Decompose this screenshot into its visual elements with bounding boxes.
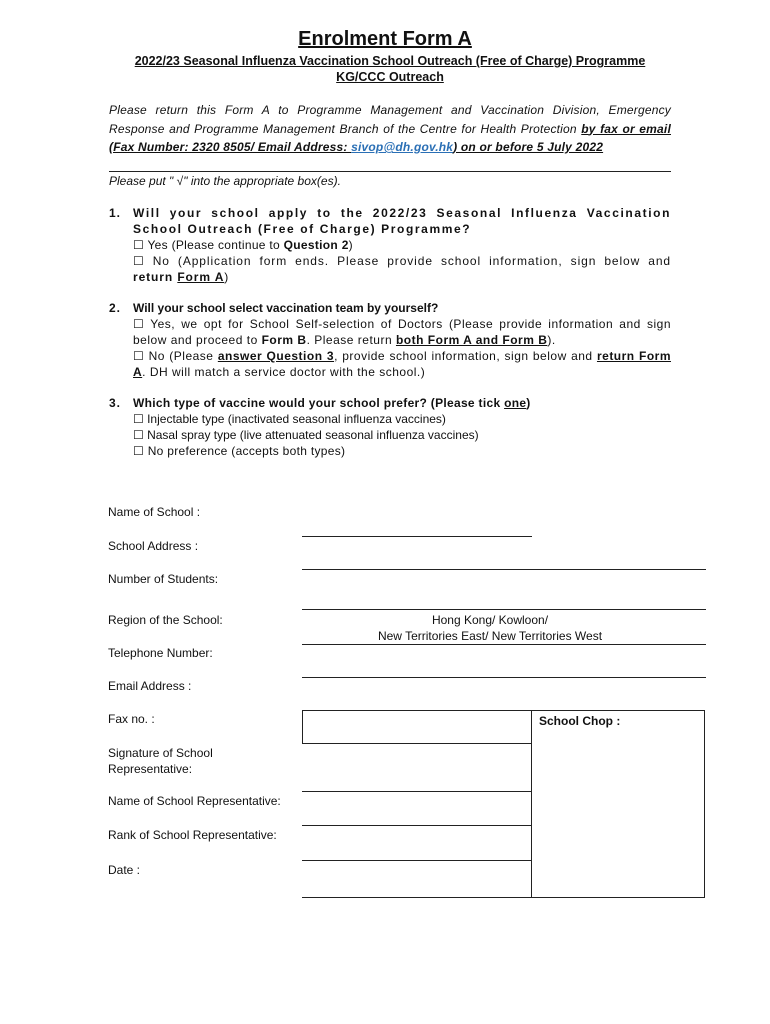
option-text: ☐ No (Application form ends. Please provide school information, sign below and (133, 254, 671, 268)
label-date: Date : (108, 863, 141, 877)
question-text: ) (526, 396, 531, 410)
region-option-hk-kowloon[interactable]: Hong Kong/ Kowloon/ (431, 613, 549, 627)
question-3-option-no-preference[interactable]: ☐ No preference (accepts both types) (133, 444, 346, 458)
option-emphasis: both Form A and Form B (395, 333, 548, 347)
field-rep-name[interactable] (302, 825, 532, 826)
label-name-of-school: Name of School : (108, 505, 201, 519)
option-text: . Please return (306, 333, 396, 347)
option-emphasis: answer Question 3 (217, 349, 335, 363)
field-signature[interactable] (302, 791, 532, 792)
fax-cell-left-border (302, 710, 303, 744)
question-2-option-no[interactable] (133, 348, 671, 380)
label-rep-name: Name of School Representative: (108, 794, 281, 808)
label-telephone: Telephone Number: (108, 646, 213, 660)
option-emphasis: return Form A (133, 349, 671, 379)
region-option-new-territories[interactable]: New Territories East/ New Territories West (377, 629, 603, 643)
question-emphasis: one (504, 396, 527, 410)
form-title: Enrolment Form A (298, 28, 472, 50)
question-2-number: 2. (109, 301, 122, 315)
question-text: Which type of vaccine would your school prefer? (Please tick (133, 396, 505, 410)
form-subtitle: 2022/23 Seasonal Influenza Vaccination School Outreach (Free of Charge) Programme (134, 54, 646, 68)
option-text: ☐ No (Please (133, 349, 218, 363)
label-fax: Fax no. : (108, 712, 155, 726)
option-text: ☐ Yes (Please continue to (133, 238, 284, 252)
label-signature-line2: Representative: (108, 762, 193, 776)
label-region: Region of the School: (108, 613, 223, 627)
tick-hint: Please put " √" into the appropriate box(es). (109, 174, 341, 188)
label-signature (108, 745, 213, 777)
form-subtitle-outreach: KG/CCC Outreach (336, 70, 444, 84)
question-1-text: Will your school apply to the 2022/23 Seasonal Influenza Vaccination School Outreach (Free of Charge) Programme? (133, 206, 671, 236)
option-text: ☐ Yes, we opt for School Self-selection of Doctors (Please provide information and sign below and proceed to (133, 317, 671, 347)
intro-text: Please return this Form A to Programme Management and Vaccination Division, Emergency Response and Programme Management Branch of the Centre for Health Protection (109, 103, 671, 136)
question-3 (109, 395, 671, 459)
option-text: . DH will match a service doctor with the school.) (142, 365, 426, 379)
field-email[interactable] (302, 710, 532, 711)
question-2-option-yes[interactable] (133, 316, 671, 348)
field-telephone[interactable] (302, 677, 706, 678)
label-signature-line1: Signature of School (108, 746, 213, 760)
question-2-text: Will your school select vaccination team by yourself? (133, 301, 439, 315)
label-rep-rank: Rank of School Representative: (108, 828, 277, 842)
field-number-of-students[interactable] (302, 609, 706, 610)
question-1-option-no[interactable] (133, 253, 671, 285)
label-email: Email Address : (108, 679, 192, 693)
school-chop-box[interactable] (531, 710, 705, 898)
option-text: ) (348, 238, 353, 252)
question-1 (109, 205, 671, 285)
label-number-of-students: Number of Students: (108, 572, 219, 586)
question-3-number: 3. (109, 396, 122, 410)
field-date[interactable] (302, 897, 532, 898)
option-emphasis: return (133, 270, 178, 284)
option-text: ). (547, 333, 556, 347)
option-emphasis: Question 2 (283, 238, 349, 252)
question-1-number: 1. (109, 206, 122, 220)
label-school-address: School Address : (108, 539, 199, 553)
question-2 (109, 300, 671, 380)
question-3-option-injectable[interactable]: ☐ Injectable type (inactivated seasonal influenza vaccines) (133, 412, 446, 426)
intro-deadline: ) on or before 5 July 2022 (453, 140, 604, 154)
field-school-address[interactable] (302, 569, 706, 570)
option-text: ) (224, 270, 230, 284)
divider-line (109, 171, 671, 172)
option-emphasis: Form A (177, 270, 225, 284)
question-3-text (133, 395, 671, 411)
intro-fax-instruction: by fax or email (Fax Number: 2320 8505/ Email Address: (109, 121, 671, 154)
option-text: , provide school information, sign below and (334, 349, 597, 363)
region-underline (302, 644, 706, 645)
field-name-of-school[interactable] (302, 536, 532, 537)
field-fax[interactable] (302, 743, 532, 744)
option-emphasis: Form B (261, 333, 307, 347)
question-1-option-yes[interactable] (133, 237, 671, 253)
school-chop-label: School Chop : (539, 714, 621, 728)
field-rep-rank[interactable] (302, 860, 532, 861)
intro-paragraph (109, 101, 671, 157)
intro-email-link[interactable]: sivop@dh.gov.hk (351, 140, 454, 154)
question-3-option-nasal[interactable]: ☐ Nasal spray type (live attenuated seasonal influenza vaccines) (133, 428, 479, 442)
